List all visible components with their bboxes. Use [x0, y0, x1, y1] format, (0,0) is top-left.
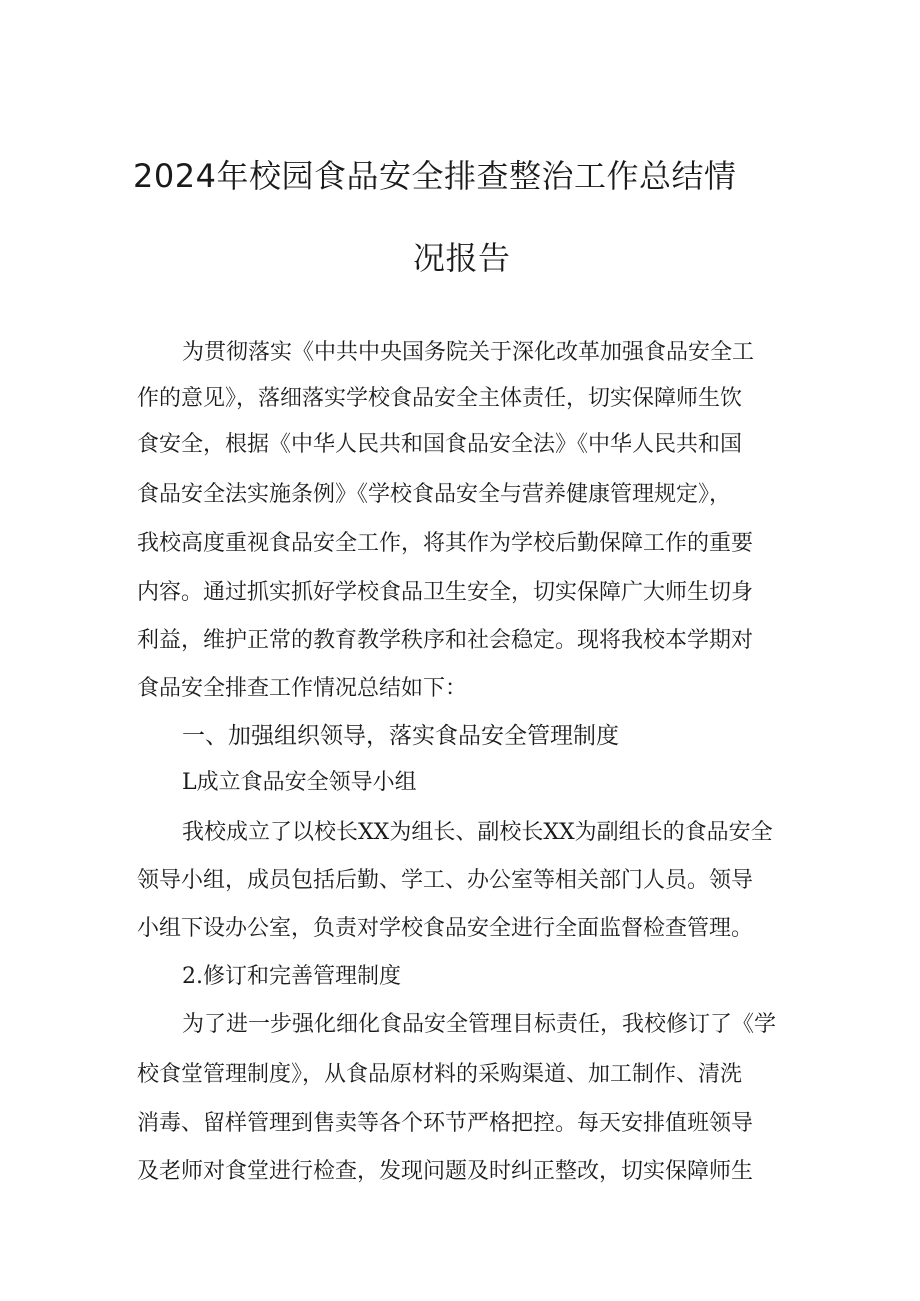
body-line: 食品安全排查工作情况总结如下：	[137, 676, 468, 701]
document-title-line-2: 况报告	[413, 239, 511, 277]
body-line: 为了进一步强化细化食品安全管理目标责任，我校修订了《学	[182, 1012, 777, 1037]
subsection-heading: L成立食品安全领导小组	[182, 770, 417, 795]
body-line: 我校成立了以校长XX为组长、副校长XX为副组长的食品安全	[182, 820, 773, 845]
document-title-line-1: 2024年校园食品安全排查整治工作总结情	[133, 157, 737, 195]
body-line: 我校高度重视食品安全工作，将其作为学校后勤保障工作的重要	[137, 531, 754, 556]
body-line: 校食堂管理制度》，从食品原材料的采购渠道、加工制作、清洗	[137, 1062, 743, 1087]
body-line: 利益，维护正常的教育教学秩序和社会稳定。现将我校本学期对	[137, 628, 754, 653]
body-line: 及老师对食堂进行检查，发现问题及时纠正整改，切实保障师生	[137, 1159, 754, 1184]
body-line: 内容。通过抓实抓好学校食品卫生安全，切实保障广大师生切身	[137, 580, 754, 605]
body-line: 食品安全法实施条例》《学校食品安全与营养健康管理规定》，	[137, 482, 732, 507]
body-line: 领导小组，成员包括后勤、学工、办公室等相关部门人员。领导	[137, 868, 754, 893]
body-line: 消毒、留样管理到售卖等各个环节严格把控。每天安排值班领导	[137, 1111, 754, 1136]
body-line: 为贯彻落实《中共中央国务院关于深化改革加强食品安全工	[182, 340, 755, 365]
subsection-heading: 2.修订和完善管理制度	[182, 964, 401, 989]
body-line: 小组下设办公室，负责对学校食品安全进行全面监督检查管理。	[137, 916, 754, 941]
body-line: 食安全，根据《中华人民共和国食品安全法》《中华人民共和国	[137, 432, 743, 457]
section-heading: 一、加强组织领导，落实食品安全管理制度	[182, 723, 619, 749]
body-line: 作的意见》，落细落实学校食品安全主体责任，切实保障师生饮	[137, 386, 743, 411]
